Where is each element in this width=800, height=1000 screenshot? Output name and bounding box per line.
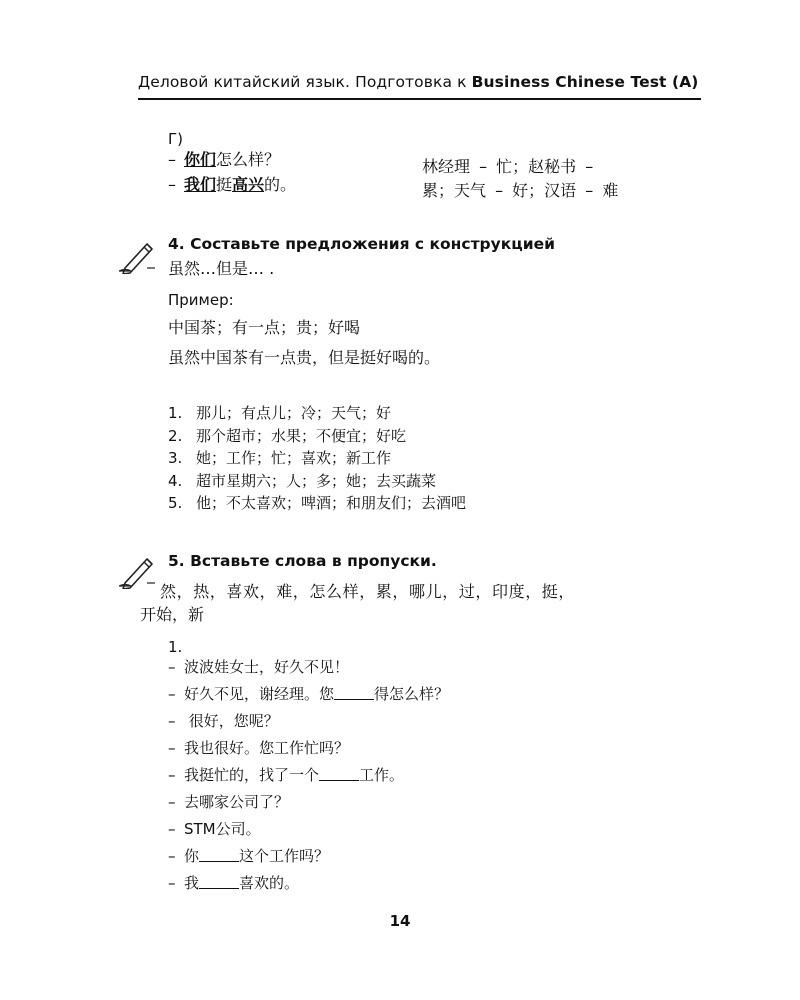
dialog-line: – 好久不见，谢经理。您 得怎么样？ [168, 685, 450, 703]
exercise-4-list [168, 402, 466, 515]
dialog-line: – 波波娃女士，好久不见！ [168, 658, 350, 676]
example-given: 中国茶；有一点；贵；好喝 [168, 318, 361, 337]
dialog-line: – 去哪家公司了？ [168, 793, 290, 811]
list-item: 5. 他；不太喜欢；啤酒；和朋友们；去酒吧 [168, 494, 467, 512]
pencil-icon [117, 553, 157, 589]
dialog-line: – 我 喜欢的。 [168, 874, 300, 892]
header-bold: Business Chinese Test (A) [471, 73, 699, 91]
list-item: 3. 她；工作；忙；喜欢；新工作 [168, 449, 392, 467]
exercise-4-construction: 虽然…但是… . [168, 259, 275, 278]
running-header [138, 73, 699, 91]
fill-in-blank [319, 766, 359, 781]
pencil-icon [117, 238, 157, 274]
dialog-line: – 我也很好。您工作忙吗？ [168, 739, 350, 757]
dialog-line: – STM公司。 [168, 820, 261, 838]
exercise-5-heading: 5. Вставьте слова в пропуски. [168, 552, 437, 570]
list-item: 4. 超市星期六；人；多；她；去买蔬菜 [168, 471, 437, 490]
section-g-hint-1: 林经理 – 忙；赵秘书 – [422, 157, 594, 176]
dialog-line: – 我挺忙的，找了一个 工作。 [168, 766, 405, 784]
example-answer: 虽然中国茶有一点贵，但是挺好喝的。 [168, 348, 441, 367]
dialog [168, 654, 449, 897]
word-bank-line-1: 然，热，喜欢，难，怎么样，累，哪儿，过，印度，挺， [160, 582, 576, 601]
list-item: 2. 那个超市；水果；不便宜；好吃 [168, 426, 407, 445]
underlined-word: 我们 [184, 175, 217, 194]
list-item: 1. 那儿；有点儿；冷；天气；好 [168, 404, 392, 422]
exercise-4-heading: 4. Составьте предложения с конструкцией [168, 235, 555, 253]
dialog-line: – 很好，您呢？ [168, 712, 279, 730]
word-bank-line-2: 开始，新 [140, 605, 205, 624]
dialog-number: 1. [168, 638, 183, 656]
header-rule [138, 98, 701, 100]
page-number: 14 [389, 912, 411, 930]
section-g-label: Г) [168, 130, 183, 148]
underlined-word: 你们 [184, 150, 217, 169]
dialog-line: – 你 这个工作吗？ [168, 847, 330, 865]
header-prefix: Деловой китайский язык. Подготовка к [138, 73, 472, 91]
section-g-hint-2: 累；天气 – 好；汉语 – 难 [422, 181, 619, 200]
fill-in-blank [199, 874, 239, 889]
section-g-line-2: – 我们挺高兴的。 [168, 175, 297, 194]
fill-in-blank [334, 685, 374, 700]
underlined-word: 高兴 [232, 175, 265, 194]
section-g-line-1: – 你们怎么样？ [168, 150, 281, 169]
fill-in-blank [199, 847, 239, 862]
example-label: Пример: [168, 291, 234, 309]
